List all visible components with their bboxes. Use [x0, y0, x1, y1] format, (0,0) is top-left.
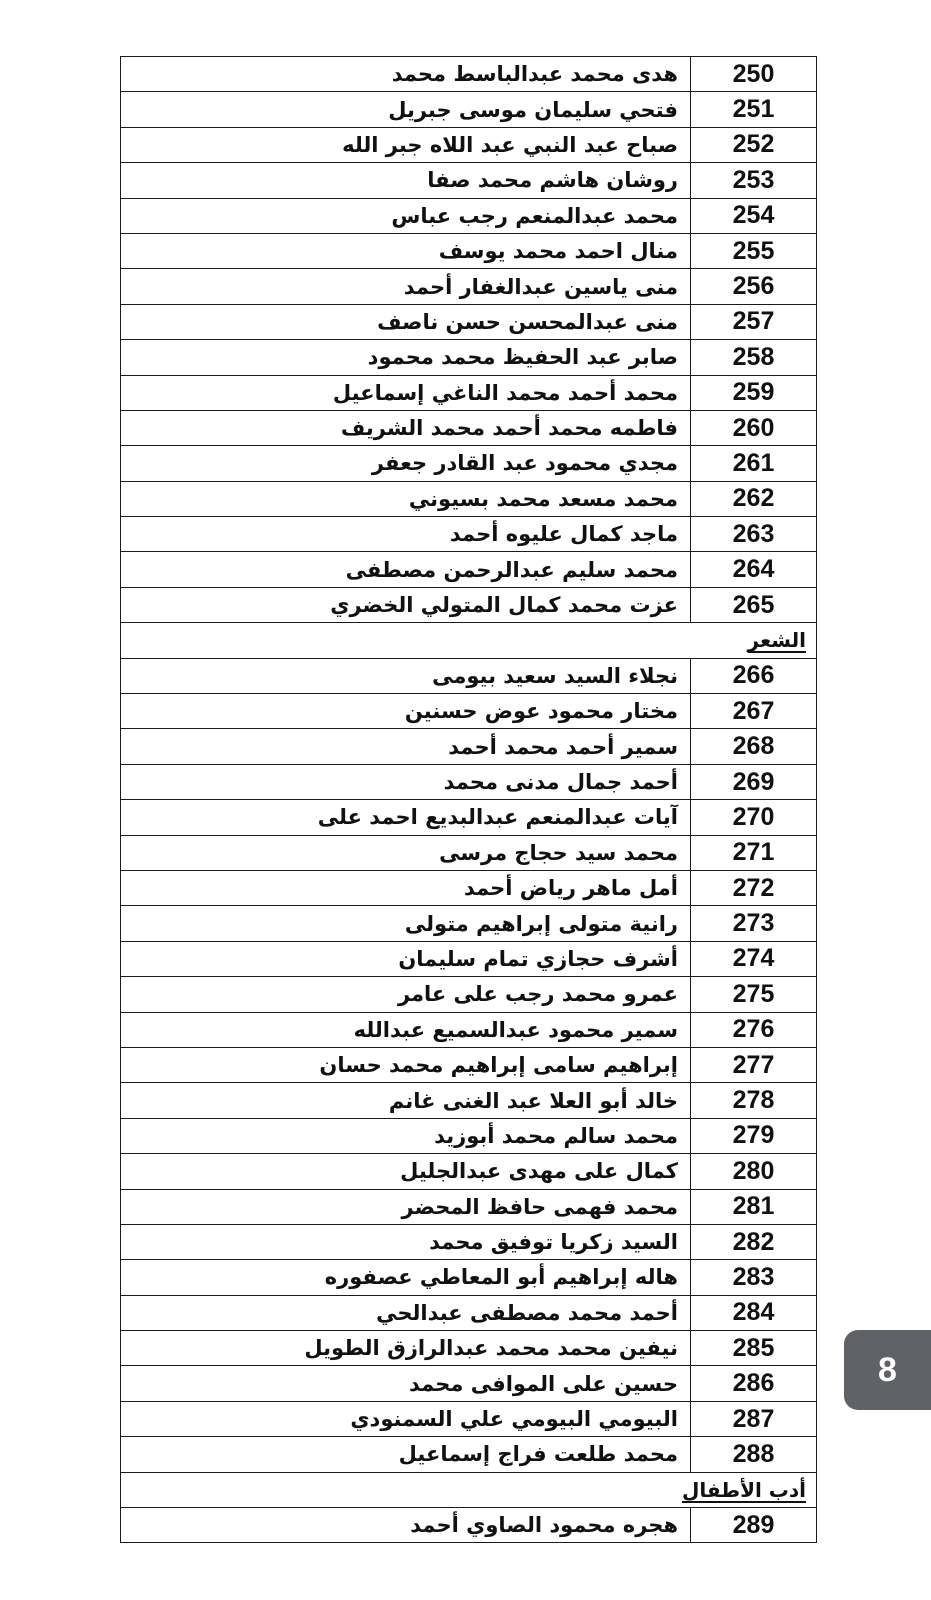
table-row: [121, 410, 817, 445]
person-name: مجدي محمود عبد القادر جعفر: [121, 446, 691, 481]
row-number: 277: [691, 1047, 817, 1082]
person-name: فاطمه محمد أحمد محمد الشريف: [121, 410, 691, 445]
row-number: 283: [691, 1260, 817, 1295]
row-number: 273: [691, 906, 817, 941]
page-number-label: 8: [878, 1350, 897, 1389]
table-row: [121, 835, 817, 870]
row-number: 270: [691, 800, 817, 835]
person-name: إبراهيم سامى إبراهيم محمد حسان: [121, 1047, 691, 1082]
person-name: أحمد محمد مصطفى عبدالحي: [121, 1295, 691, 1330]
row-number: 285: [691, 1331, 817, 1366]
row-number: 262: [691, 481, 817, 516]
row-number: 250: [691, 57, 817, 92]
row-number: 264: [691, 552, 817, 587]
table-row: [121, 1401, 817, 1436]
section-header-cell: [121, 623, 817, 658]
row-number: 272: [691, 870, 817, 905]
person-name: كمال على مهدى عبدالجليل: [121, 1154, 691, 1189]
table-row: [121, 57, 817, 92]
person-name: محمد مسعد محمد بسيوني: [121, 481, 691, 516]
section-header-row: [121, 1472, 817, 1507]
table-row: [121, 481, 817, 516]
table-row: [121, 1083, 817, 1118]
table-row: [121, 764, 817, 799]
table-row: [121, 163, 817, 198]
person-name: صابر عبد الحفيظ محمد محمود: [121, 340, 691, 375]
table-row: [121, 1331, 817, 1366]
table-row: [121, 1118, 817, 1153]
page-number-tab[interactable]: [844, 1330, 931, 1410]
names-table: [120, 56, 817, 1543]
row-number: 251: [691, 92, 817, 127]
table-row: [121, 587, 817, 622]
table-row: [121, 1189, 817, 1224]
row-number: 268: [691, 729, 817, 764]
row-number: 284: [691, 1295, 817, 1330]
row-number: 289: [691, 1508, 817, 1543]
row-number: 257: [691, 304, 817, 339]
person-name: روشان هاشم محمد صفا: [121, 163, 691, 198]
table-row: [121, 941, 817, 976]
section-title: الشعر: [747, 628, 806, 653]
row-number: 286: [691, 1366, 817, 1401]
table-row: [121, 1508, 817, 1543]
row-number: 278: [691, 1083, 817, 1118]
table-row: [121, 658, 817, 693]
person-name: البيومي البيومي علي السمنودي: [121, 1401, 691, 1436]
table-row: [121, 870, 817, 905]
person-name: السيد زكريا توفيق محمد: [121, 1224, 691, 1259]
row-number: 261: [691, 446, 817, 481]
person-name: أحمد جمال مدنى محمد: [121, 764, 691, 799]
table-row: [121, 375, 817, 410]
table-row: [121, 269, 817, 304]
person-name: ماجد كمال عليوه أحمد: [121, 517, 691, 552]
person-name: هاله إبراهيم أبو المعاطي عصفوره: [121, 1260, 691, 1295]
table-row: [121, 127, 817, 162]
person-name: عمرو محمد رجب على عامر: [121, 977, 691, 1012]
table-row: [121, 1295, 817, 1330]
names-table-body: [121, 57, 817, 1543]
table-row: [121, 1154, 817, 1189]
row-number: 258: [691, 340, 817, 375]
person-name: صباح عبد النبي عبد اللاه جبر الله: [121, 127, 691, 162]
table-row: [121, 517, 817, 552]
row-number: 282: [691, 1224, 817, 1259]
person-name: حسين على الموافى محمد: [121, 1366, 691, 1401]
table-row: [121, 1047, 817, 1082]
table-row: [121, 92, 817, 127]
row-number: 253: [691, 163, 817, 198]
row-number: 274: [691, 941, 817, 976]
person-name: محمد أحمد محمد الناغي إسماعيل: [121, 375, 691, 410]
person-name: منال احمد محمد يوسف: [121, 233, 691, 268]
person-name: أمل ماهر رياض أحمد: [121, 870, 691, 905]
table-row: [121, 694, 817, 729]
row-number: 265: [691, 587, 817, 622]
table-row: [121, 729, 817, 764]
table-row: [121, 304, 817, 339]
person-name: هجره محمود الصاوي أحمد: [121, 1508, 691, 1543]
person-name: أشرف حجازي تمام سليمان: [121, 941, 691, 976]
person-name: محمد سالم محمد أبوزيد: [121, 1118, 691, 1153]
row-number: 276: [691, 1012, 817, 1047]
section-header-cell: [121, 1472, 817, 1507]
row-number: 255: [691, 233, 817, 268]
person-name: منى ياسين عبدالغفار أحمد: [121, 269, 691, 304]
section-title: أدب الأطفال: [681, 1477, 806, 1502]
person-name: سمير أحمد محمد أحمد: [121, 729, 691, 764]
row-number: 269: [691, 764, 817, 799]
row-number: 288: [691, 1437, 817, 1472]
person-name: فتحي سليمان موسى جبريل: [121, 92, 691, 127]
table-row: [121, 1224, 817, 1259]
row-number: 267: [691, 694, 817, 729]
table-row: [121, 198, 817, 233]
row-number: 280: [691, 1154, 817, 1189]
row-number: 287: [691, 1401, 817, 1436]
row-number: 279: [691, 1118, 817, 1153]
person-name: محمد طلعت فراج إسماعيل: [121, 1437, 691, 1472]
person-name: مختار محمود عوض حسنين: [121, 694, 691, 729]
row-number: 271: [691, 835, 817, 870]
row-number: 252: [691, 127, 817, 162]
row-number: 254: [691, 198, 817, 233]
person-name: منى عبدالمحسن حسن ناصف: [121, 304, 691, 339]
person-name: نجلاء السيد سعيد بيومى: [121, 658, 691, 693]
table-row: [121, 340, 817, 375]
table-row: [121, 1366, 817, 1401]
table-row: [121, 906, 817, 941]
person-name: خالد أبو العلا عبد الغنى غانم: [121, 1083, 691, 1118]
person-name: عزت محمد كمال المتولي الخضري: [121, 587, 691, 622]
person-name: محمد سيد حجاج مرسى: [121, 835, 691, 870]
table-row: [121, 1437, 817, 1472]
table-row: [121, 800, 817, 835]
table-row: [121, 1260, 817, 1295]
row-number: 259: [691, 375, 817, 410]
person-name: سمير محمود عبدالسميع عبدالله: [121, 1012, 691, 1047]
table-row: [121, 1012, 817, 1047]
table-row: [121, 552, 817, 587]
row-number: 275: [691, 977, 817, 1012]
table-row: [121, 233, 817, 268]
row-number: 281: [691, 1189, 817, 1224]
row-number: 263: [691, 517, 817, 552]
person-name: آيات عبدالمنعم عبدالبديع احمد على: [121, 800, 691, 835]
row-number: 266: [691, 658, 817, 693]
person-name: محمد عبدالمنعم رجب عباس: [121, 198, 691, 233]
person-name: رانية متولى إبراهيم متولى: [121, 906, 691, 941]
person-name: هدى محمد عبدالباسط محمد: [121, 57, 691, 92]
person-name: نيفين محمد محمد عبدالرازق الطويل: [121, 1331, 691, 1366]
row-number: 260: [691, 410, 817, 445]
table-row: [121, 446, 817, 481]
person-name: محمد سليم عبدالرحمن مصطفى: [121, 552, 691, 587]
section-header-row: [121, 623, 817, 658]
table-row: [121, 977, 817, 1012]
row-number: 256: [691, 269, 817, 304]
person-name: محمد فهمى حافظ المحضر: [121, 1189, 691, 1224]
